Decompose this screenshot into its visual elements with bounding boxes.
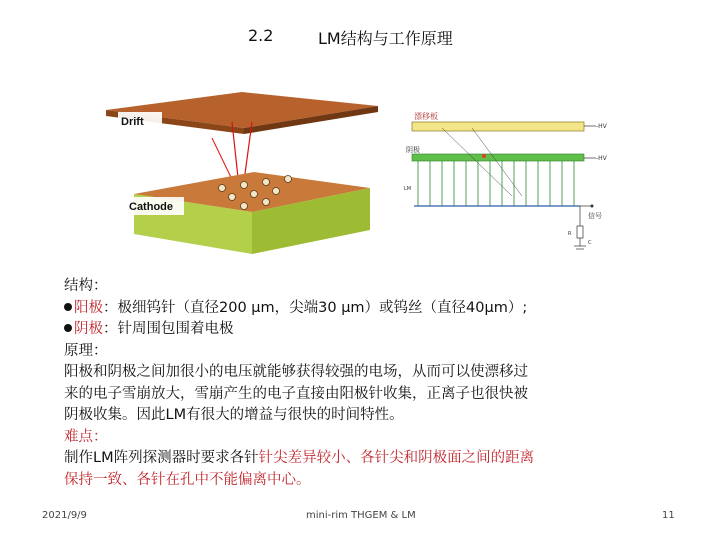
footer-date: 2021/9/9 [42,510,87,521]
cathode-voltage: -HV [596,155,607,162]
section-title: LM结构与工作原理 [318,29,453,48]
lm-schematic [402,108,610,254]
capacitor-label: C [588,240,592,246]
bullet-icon [64,303,72,311]
section-number: 2.2 [248,26,274,45]
anode-pins [418,161,574,206]
resistor-label: R [568,231,572,237]
anode-line [64,298,664,320]
cathode-plate-label: 阴极 [406,146,420,154]
field-line [472,128,522,196]
cathode-line [64,319,664,341]
drift-voltage: -HV [596,123,607,130]
principle-line-1: 阳极和阴极之间加很小的电压就能够获得较强的电场，从而可以使漂移过 [64,364,528,380]
difficulty-prefix: 制作LM阵列探测器时要求各针 [64,450,259,466]
difficulty-red-1: 针尖差异较小、各针尖和阴极面之间的距离 [258,450,535,466]
drift-label: Drift [121,116,144,128]
signal-label: 信号 [588,212,602,220]
cathode-text: ：针周围包围着电极 [103,321,234,337]
electron-marker [482,154,486,158]
lm-3d-figure [102,84,394,262]
anode-label: 阳极 [74,299,103,316]
cathode-label: 阴极 [74,321,103,337]
principle-line-2: 来的电子雪崩放大，雪崩产生的电子直接由阳极针收集，正离子也很快被 [64,385,528,402]
bullet-icon [64,324,72,332]
difficulty-heading: 难点： [64,428,108,445]
page-number: 11 [662,510,675,521]
drift-plate-label: 漂移板 [414,112,438,121]
structure-heading: 结构： [64,278,108,294]
lm-label: LM [404,186,412,192]
difficulty-line-2: 保持一致、各针在孔中不能偏离中心。 [64,471,311,488]
lm-3d-drawing [102,84,394,262]
field-line [442,128,512,196]
footer-title: mini-rim THGEM & LM [306,510,416,521]
anode-text: ：极细钨针（直径200 μm，尖端30 μm）或钨丝（直径40μm）; [103,299,528,316]
resistor-symbol [577,226,583,238]
difficulty-line-1 [64,448,664,470]
slide-body [64,276,664,491]
lm-schematic-drawing [402,108,610,254]
cathode-plate [412,154,584,161]
cathode-label: Cathode [129,201,173,213]
principle-line-3: 阴极收集。因此LM有很大的增益与很快的时间特性。 [64,407,404,423]
drift-plate [412,122,584,131]
principle-heading: 原理： [64,342,108,359]
